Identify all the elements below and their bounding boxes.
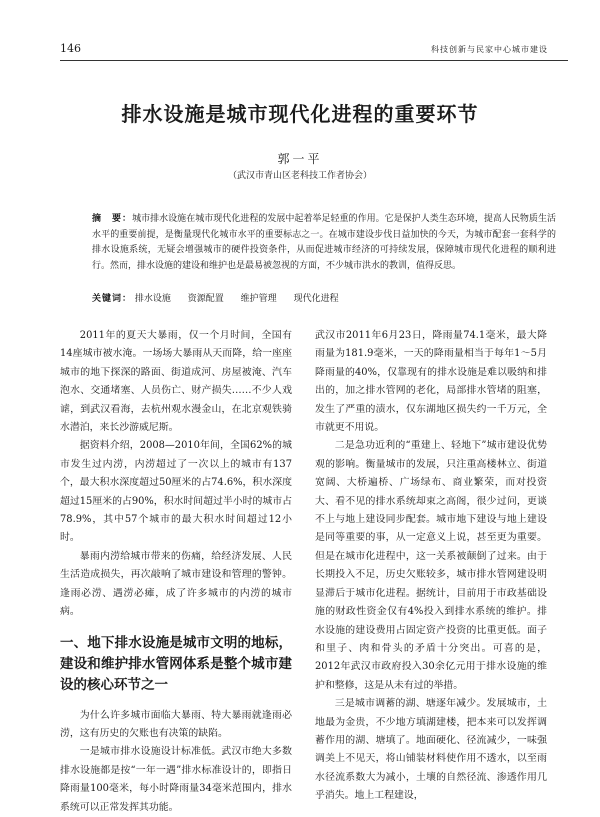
body-paragraph: 据资料介绍，2008—2010年间，全国62%的城市发生过内涝，内涝超过了一次以上的城市有137个，最大积水深度超过50厘米的占74.6%，积水深度超过15厘米的占90%，积水时间超过半小时的城市占78.9%，其中57个城市的最大积水时间超过12小时。 [60, 440, 293, 544]
right-column [315, 327, 547, 806]
section-heading: 一、地下排水设施是城市文明的地标，建设和维护排水管网体系是整个城市建设的核心环节之一 [60, 634, 292, 693]
body-paragraph: 一是城市排水设施设计标准低。武汉市绝大多数排水设施都是按“一年一遇”排水标准设计的，即指日降雨量100毫米，每小时降雨量34毫米范围内，排水系统可以正常发挥其功能。 [60, 746, 292, 813]
abstract-text: 城市排水设施在城市现代化进程的发展中起着举足轻重的作用。它是保护人类生态环境，提高人民物质生活水平的重要前提，是衡量现代化城市水平的重要标志之一。在城市建设步伐日益加快的今天，为城市配套一套科学的排水设施系统，无疑会增强城市的硬件投资条件，从而促进城市经济的可持续发展，保障城市现代化进程的顺利进行。然而，排水设施的建设和维护也是最易被忽视的方面，不少城市洪水的教训，值得反思。 [92, 214, 556, 271]
running-head: 科技创新与民家中心城市建设 [431, 45, 548, 54]
body-paragraph: 2011年的夏天大暴雨，仅一个月时间，全国有14座城市被水淹。一场场大暴雨从天而降，给一座座城市的地下探深的路面、街道成河、房屋被淹、汽车泡水、交通堵塞、人员伤亡、财产损失……不少人戏谑，到武汉看海，去杭州观水漫金山，在北京观铁骑水潜泊，来长沙游威尼斯。 [60, 330, 292, 434]
body-paragraph: 为什么许多城市面临大暴雨、特大暴雨就逢雨必涝，这有历史的欠账也有决策的缺陷。 [60, 709, 292, 739]
body-paragraph: 武汉市2011年6月23日，降雨量74.1毫米，最大降雨量为181.9毫米，一天的降雨量相当于每年1～5月降雨量的40%，仅靠现有的排水设施是难以吸纳和排出的，加之排水管网的老化，局部排水管堵的阻塞，发生了严重的渍水，仅东湖地区损失约一千万元，全市就更不用说。 [315, 330, 547, 434]
article-title: 排水设施是城市现代化进程的重要环节 [121, 102, 479, 126]
keyword: 资源配置 [187, 294, 224, 304]
keyword: 维护管理 [240, 294, 277, 304]
body-paragraph: 三是城市调蓄的湖、塘逐年减少。发展城市，土地最为金贵，不少地方填湖建楼，把本来可以发挥调蓄作用的湖、塘填了。地面硬化、径流减少，一味强调美上不见天，将山铺装材料使作用不透水，以至雨水径流系数大为减小，土壤的自然径流、渗透作用几乎消失。地上工程建设， [315, 698, 547, 802]
page-header [60, 42, 568, 61]
author-affiliation: （武汉市青山区老科技工作者协会） [227, 171, 372, 181]
keyword: 现代化进程 [293, 294, 339, 304]
keywords [92, 292, 556, 307]
abstract [92, 212, 556, 274]
article-author: 郭一平 [277, 152, 323, 166]
left-column [60, 327, 292, 817]
keyword: 排水设施 [134, 294, 171, 304]
keywords-label: 关键词： [92, 294, 133, 304]
abstract-label: 摘 要： [92, 214, 133, 224]
body-paragraph: 暴雨内涝给城市带来的伤痛，给经济发展、人民生活造成损失，再次敲响了城市建设和管理的警钟。逢雨必涝、遇涝必瘫，成了许多城市的内涝的城市病。 [60, 550, 292, 618]
page-number: 146 [60, 42, 81, 55]
body-paragraph: 二是急功近利的“重建上、轻地下”城市建设优势观的影响。衡量城市的发展，只注重高楼林立、街道宽阔、大桥遍桥、广场绿布、商业繁荣，而对投资大、看不见的排水系统却束之高阁，很少过问，更谈不上与地上建设同步配套。城市地下建设与地上建设是同等重要的事，从一定意义上说，甚至更为重要。但是在城市化进程中，这一关系被颠倒了过来。由于长期投入不足，历史欠账较多，城市排水管网建设明显滞后于城市化进程。据统计，目前用于市政基础设施的财政性资金仅有4%投入到排水系统的维护。排水设施的建设费用占固定资产投资的比重更低。面子和里子、肉和骨头的矛盾十分突出。可喜的是，2012年武汉市政府投入30余亿元用于排水设施的维护和整修，这是从未有过的举措。 [315, 440, 547, 691]
